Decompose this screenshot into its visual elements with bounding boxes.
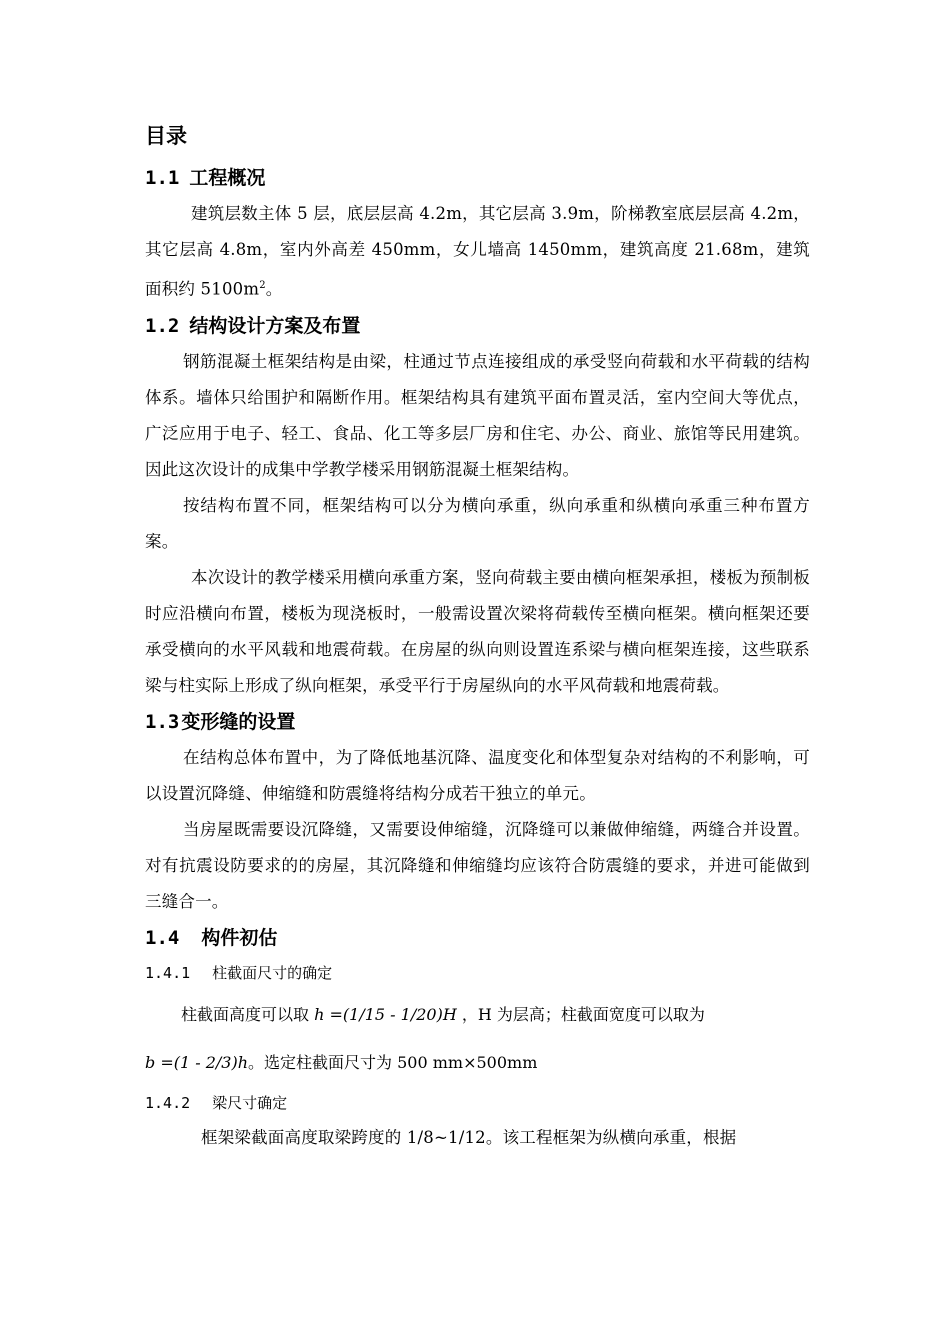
subsection-number: 1.4.2 (145, 1093, 191, 1112)
paragraph-text: 建筑层数主体 5 层，底层层高 4.2m，其它层高 3.9m，阶梯教室底层层高 4.2m，其它层高 4.8m，室内外高差 450mm，女儿墙高 1450mm，建筑高度 21.68m，建筑面积约 5100m (145, 204, 810, 299)
paragraph-structure-1: 钢筋混凝土框架结构是由梁，柱通过节点连接组成的承受竖向荷载和水平荷载的结构体系。墙体只给围护和隔断作用。框架结构具有建筑平面布置灵活，室内空间大等优点，广泛应用于电子、轻工、食品、化工等多层厂房和住宅、办公、商业、旅馆等民用建筑。因此这次设计的成集中学教学楼采用钢筋混凝土框架结构。 (145, 351, 810, 479)
section-heading-1-4 (145, 920, 810, 956)
subsection-number: 1.4.1 (145, 963, 191, 982)
paragraph-end: 。 (265, 279, 283, 299)
subsection-title: 柱截面尺寸的确定 (212, 963, 333, 982)
subsection-heading-1-4-1 (145, 956, 810, 990)
paragraph-structure-3: 本次设计的教学楼采用横向承重方案，竖向荷载主要由横向框架承担，楼板为预制板时应沿横向布置，楼板为现浇板时，一般需设置次梁将荷载传至横向框架。横向框架还要承受横向的水平风载和地震荷载。在房屋的纵向则设置连系梁与横向框架连接，这些联系梁与柱实际上形成了纵向框架，承受平行于房屋纵向的水平风荷载和地震荷载。 (145, 567, 810, 695)
section-heading-1-2 (145, 308, 810, 344)
section-title: 工程概况 (189, 167, 266, 189)
formula-h: h =(1/15 - 1/20)H (314, 1004, 457, 1024)
paragraph-structure-2: 按结构布置不同，框架结构可以分为横向承重，纵向承重和纵横向承重三种布置方案。 (145, 495, 810, 551)
text: 柱截面高度可以取 (181, 1004, 310, 1024)
text: 。选定柱截面尺寸为 500 mm×500mm (248, 1052, 538, 1072)
superscript: 2 (259, 280, 266, 291)
toc-title: 目录 (145, 124, 187, 148)
paragraph-column-size (145, 990, 810, 1040)
paragraph-joints-2: 当房屋既需要设沉降缝，又需要设伸缩缝，沉降缝可以兼做伸缩缝，两缝合并设置。对有抗震设防要求的的房屋，其沉降缝和伸缩缝均应该符合防震缝的要求，并进可能做到三缝合一。 (145, 819, 810, 911)
section-title: 变形缝的设置 (181, 710, 296, 733)
section-number: 1.1 (145, 167, 180, 189)
paragraph-column-size-2 (145, 1040, 810, 1086)
section-heading-1-3 (145, 704, 810, 740)
subsection-title: 梁尺寸确定 (212, 1093, 288, 1112)
section-number: 1.4 (145, 926, 180, 949)
paragraph-joints-1: 在结构总体布置中，为了降低地基沉降、温度变化和体型复杂对结构的不利影响，可以设置沉降缝、伸缩缝和防震缝将结构分成若干独立的单元。 (145, 747, 810, 803)
subsection-heading-1-4-2 (145, 1086, 810, 1120)
section-number: 1.2 (145, 314, 180, 337)
paragraph-beam-size: 框架梁截面高度取梁跨度的 1/8~1/12。该工程框架为纵横向承重，根据 (201, 1127, 737, 1147)
paragraph-project-overview (145, 196, 810, 308)
section-title: 构件初估 (201, 926, 278, 949)
section-heading-1-1 (145, 160, 810, 196)
text: ，H 为层高；柱截面宽度可以取为 (461, 1004, 705, 1024)
document-content (145, 118, 810, 1156)
section-title: 结构设计方案及布置 (189, 314, 361, 337)
formula-b: b =(1 - 2/3)h (145, 1052, 249, 1072)
section-number: 1.3 (145, 710, 180, 733)
